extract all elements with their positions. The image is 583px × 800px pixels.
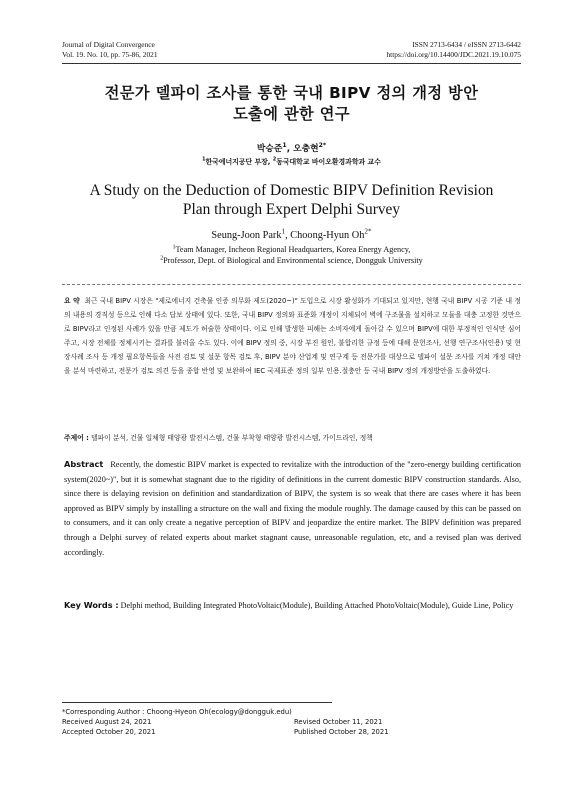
journal-doi[interactable]: https://doi.org/10.14400/JDC.2021.19.10.075 [386, 50, 521, 59]
korean-authors [40, 141, 543, 154]
english-author1: Seung-Joon Park [211, 230, 282, 241]
korean-author-separator: , [286, 144, 294, 154]
korean-abstract-label: 요 약 [64, 297, 80, 305]
korean-affil1: 한국에너지공단 부장, [205, 158, 273, 166]
journal-name: Journal of Digital Convergence [62, 40, 155, 49]
english-title-line1: A Study on the Deduction of Domestic BIPV Definition Revision [89, 182, 494, 199]
footnote [62, 707, 521, 737]
english-affiliations [40, 245, 543, 266]
english-author2: Choong-Hyun Oh [290, 230, 365, 241]
korean-title-line2: 도출에 관한 연구 [233, 105, 350, 123]
journal-header-left [62, 40, 158, 60]
english-keywords-label: Key Words : [64, 600, 119, 610]
english-affil2-line [40, 256, 543, 267]
korean-abstract-text: 최근 국내 BIPV 시장은 "제로에너지 건축물 인증 의무화 제도(2020~)" 도입으로 시장 활성화가 기대되고 있지만, 현행 국내 BIPV 시공 기준 내 정의 내용의 경직성 등으로 인해 다소 답보 상태에 있다. 또한, 국내 BIPV 정의와 표준화 개정이 지체되어 벽에 구조물을 설치하고 모듈을 대충 고정한 것만으로 BIPV라고 인정된 사례가 있을 만큼 제도가 허술한 상태이다. 이로 인해 발생한 피해는 소비자에게 돌아갈 수 있으며 BIPV에 대한 부정적인 인식만 심어주고, 시장 전체를 정체시키는 결과를 불러올 수도 있다. 이에 BIPV 정의 중, 시장 부진 원인, 불합리한 규정 등에 대해 문헌조사, 선행 연구조사(인용) 및 현장사례 조사 등 개정 필요항목들을 사전 검토 및 설문 항목 검토 후, BIPV 분야 산업계 및 연구계 등 전문가를 대상으로 델파이 설문 조사를 거쳐 개정 대안을 분석 마련하고, 전문가 검토 의견 등을 종합 반영 및 보완하여 IEC 국제표준 정의 일부 인용.절충안 등 국내 BIPV 정의 개정방안을 도출하였다. [64, 297, 521, 375]
korean-affil2: 동국대학교 바이오환경과학과 교수 [276, 158, 381, 166]
korean-author2: 오충현 [293, 144, 319, 154]
korean-author1: 박승준 [256, 144, 283, 154]
english-affil2-sup: 2 [160, 254, 164, 261]
english-keywords [64, 598, 521, 613]
korean-affil2-sup: 2 [272, 157, 277, 163]
korean-keywords-text: 델파이 분석, 건물 일체형 태양광 발전시스템, 건물 부착형 태양광 발전시스템, 가이드라인, 정책 [90, 434, 373, 442]
english-affil1: Team Manager, Incheon Regional Headquarters, Korea Energy Agency, [175, 245, 411, 254]
english-author2-sup: 2* [364, 227, 372, 236]
corresponding-author-text: *Corresponding Author : Choong-Hyeon Oh(ecology@dongguk.edu) [62, 708, 292, 716]
english-title [30, 181, 553, 219]
journal-issn: ISSN 2713-6434 / eISSN 2713-6442 [412, 40, 521, 49]
english-title-line2: Plan through Expert Delphi Survey [182, 201, 401, 218]
english-affil2: Professor, Dept. of Biological and Environmental science, Dongguk University [163, 255, 423, 265]
english-affil1-line [40, 245, 543, 256]
english-abstract-text: Recently, the domestic BIPV market is expected to revitalize with the introduction of the "zero-energy building certification system(2020~)", but it is somewhat stagnant due to the rigidity of definitions in the current domestic BIPV construction standards. Also, since there is delaying revision on definition and standardization of BIPV, the system is so weak that there are cases where it has been approved as BIPV simply by installing a structure on the wall and fixing the module roughly. The damage caused by this can be passed on to consumers, and it can only create a negative perception of BIPV and jeopardize the entire market. The BIPV definition was prepared through a Delphi survey of related experts about market stagnant cause, unreasonable regulation, etc, and a revised plan was derived accordingly. [64, 460, 522, 557]
korean-affiliations [40, 156, 543, 166]
korean-keywords-label: 주제어 : [64, 434, 89, 442]
header-divider [62, 63, 521, 64]
english-author1-sup: 1 [281, 227, 286, 236]
journal-header-right [386, 40, 521, 60]
korean-title-line1: 전문가 델파이 조사를 통한 국내 BIPV 정의 개정 방안 [104, 84, 479, 102]
section-divider [62, 284, 521, 285]
received-date: Received August 24, 2021 [62, 718, 152, 726]
accepted-date: Accepted October 20, 2021 [62, 728, 156, 736]
english-abstract-label: Abstract [64, 459, 104, 469]
english-abstract [64, 457, 521, 560]
korean-keywords [64, 431, 521, 445]
journal-volume: Vol. 19. No. 10, pp. 75-86, 2021 [62, 50, 158, 59]
english-author-separator: , [285, 230, 291, 241]
english-authors [40, 227, 543, 241]
published-date: Published October 28, 2021 [294, 728, 389, 736]
korean-title [40, 83, 543, 125]
english-affil1-sup: 1 [172, 244, 176, 251]
korean-abstract [64, 294, 521, 378]
corresponding-author [62, 707, 521, 717]
english-keywords-text: Delphi method, Building Integrated PhotoVoltaic(Module), Building Attached PhotoVoltaic(Module), Guide Line, Policy [120, 601, 514, 610]
korean-author2-sup: 2* [318, 142, 327, 150]
korean-affil1-sup: 1 [202, 157, 206, 163]
dates-row-2 [62, 727, 521, 737]
footnote-divider [62, 702, 332, 703]
revised-date: Revised October 11, 2021 [294, 718, 383, 726]
dates-row-1 [62, 717, 521, 727]
korean-author1-sup: 1 [282, 142, 287, 150]
